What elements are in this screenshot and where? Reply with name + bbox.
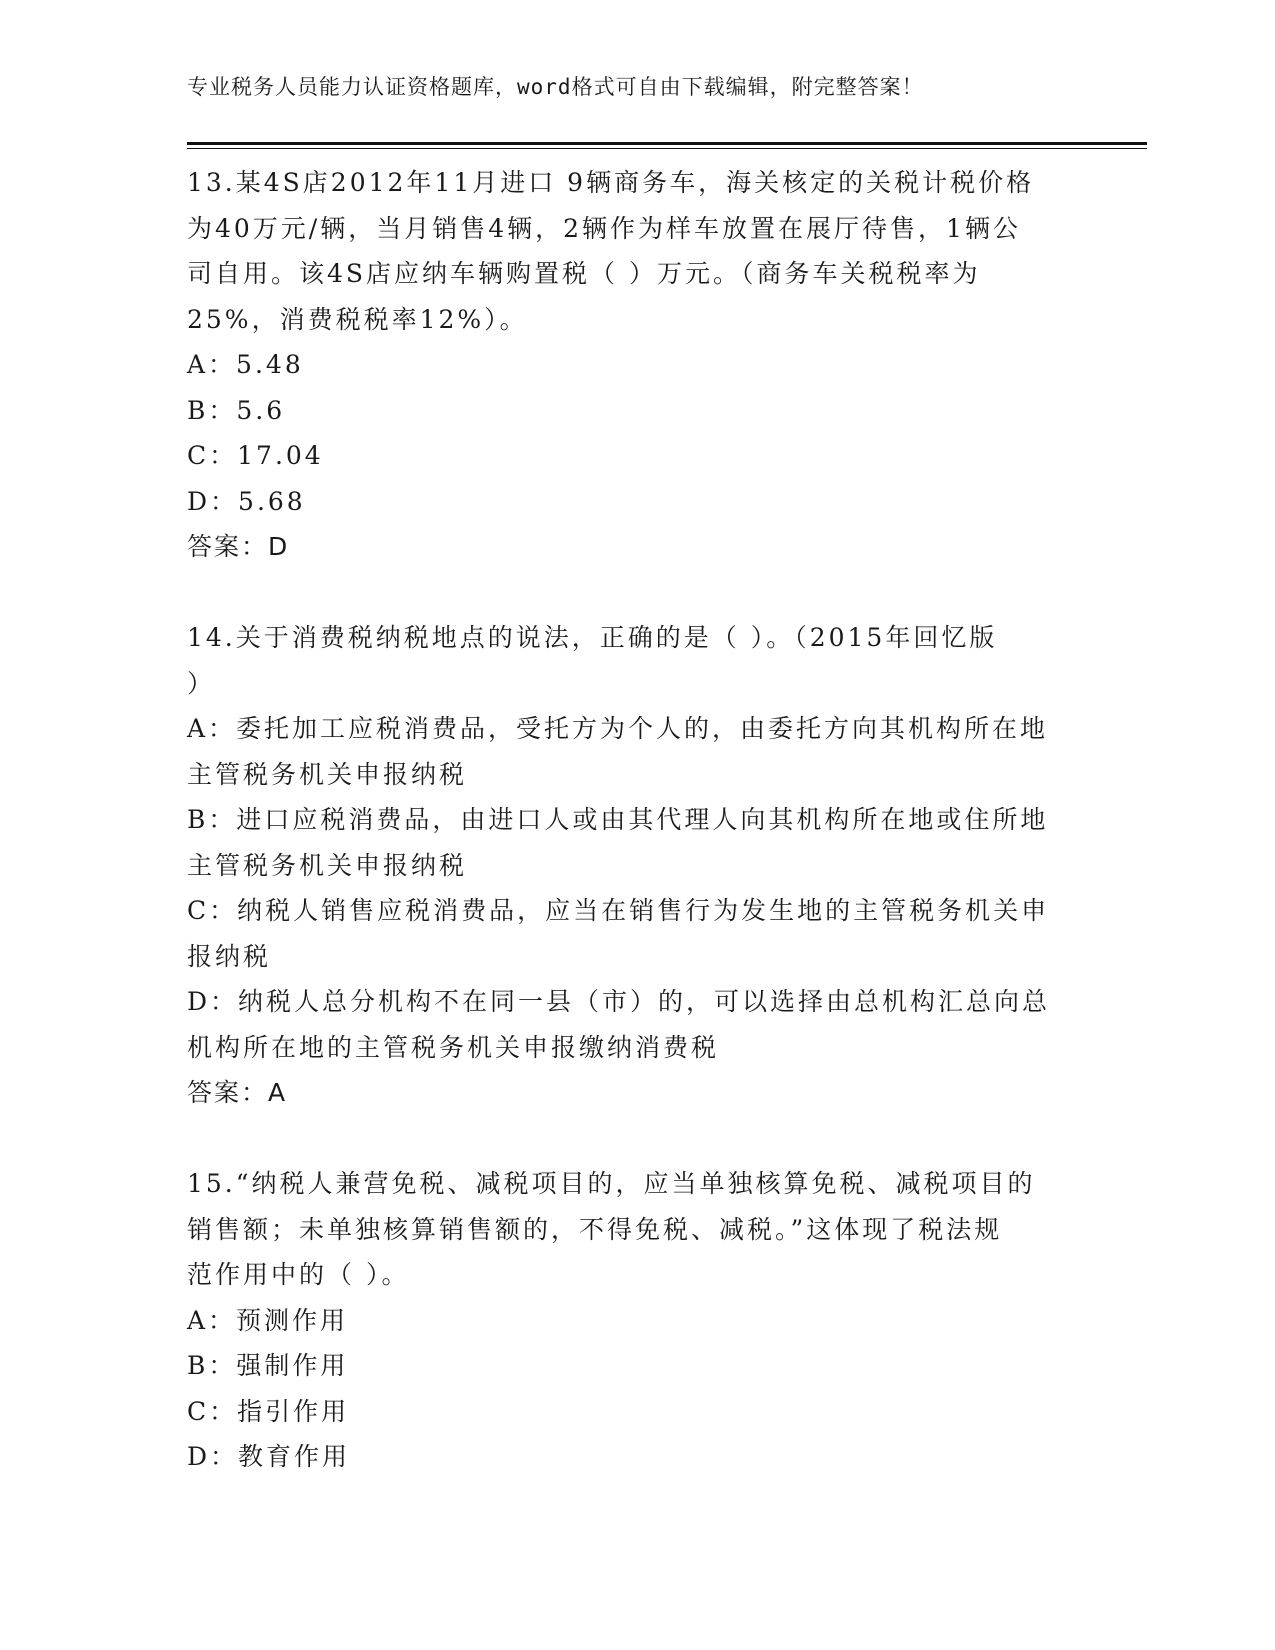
question-stem-line: ） [187,668,216,698]
question-stem-line: 25%，消费税税率12%）。 [187,304,528,334]
question-stem-line: 14.关于消费税纳税地点的说法，正确的是（ ）。（2015年回忆版 [187,623,998,652]
page-header: 专业税务人员能力认证资格题库，word格式可自由下载编辑，附完整答案！ [187,75,924,99]
question-stem-line: 范作用中的（ ）。 [187,1260,410,1289]
option-a: A：委托加工应税消费品，受托方为个人的，由委托方向其机构所在地 [187,714,1049,743]
option-b: B：5.6 [187,395,286,425]
question-stem-line: 司自用。该4S店应纳车辆购置税（ ）万元。（商务车关税税率为 [187,259,981,288]
header-divider-thick [187,142,1147,145]
question-15 [187,1161,1087,1480]
option-d: D：纳税人总分机构不在同一县（市）的，可以选择由总机构汇总向总 [187,987,1051,1016]
option-c-continued: 报纳税 [187,941,272,971]
answer-label: 答案：A [187,1078,288,1107]
question-list [187,160,1087,1480]
question-stem-line: 为40万元/辆，当月销售4辆，2辆作为样车放置在展厅待售，1辆公 [187,213,1021,243]
question-stem-line: 销售额；未单独核算销售额的，不得免税、减税。”这体现了税法规 [187,1214,1003,1244]
option-c: C：17.04 [187,441,324,470]
question-14 [187,615,1087,1116]
option-c: C：指引作用 [187,1396,350,1426]
option-d: D：5.68 [187,486,306,516]
question-stem-line: 15.“纳税人兼营免税、减税项目的，应当单独核算免税、减税项目的 [187,1169,1036,1198]
question-13 [187,160,1087,570]
question-spacer [187,1116,1087,1162]
answer-label: 答案：D [187,532,290,561]
option-b: B：强制作用 [187,1351,349,1380]
header-divider-thin [187,148,1147,149]
option-d-continued: 机构所在地的主管税务机关申报缴纳消费税 [187,1032,720,1062]
option-b-continued: 主管税务机关申报纳税 [187,850,468,880]
question-spacer [187,570,1087,616]
question-stem-line: 13.某4S店2012年11月进口 9辆商务车，海关核定的关税计税价格 [187,168,1035,197]
option-c: C：纳税人销售应税消费品，应当在销售行为发生地的主管税务机关申 [187,896,1050,925]
option-a-continued: 主管税务机关申报纳税 [187,759,468,789]
option-d: D：教育作用 [187,1442,351,1471]
option-a: A：5.48 [187,350,304,379]
option-b: B：进口应税消费品，由进口人或由其代理人向其机构所在地或住所地 [187,805,1049,834]
option-a: A：预测作用 [187,1305,349,1335]
